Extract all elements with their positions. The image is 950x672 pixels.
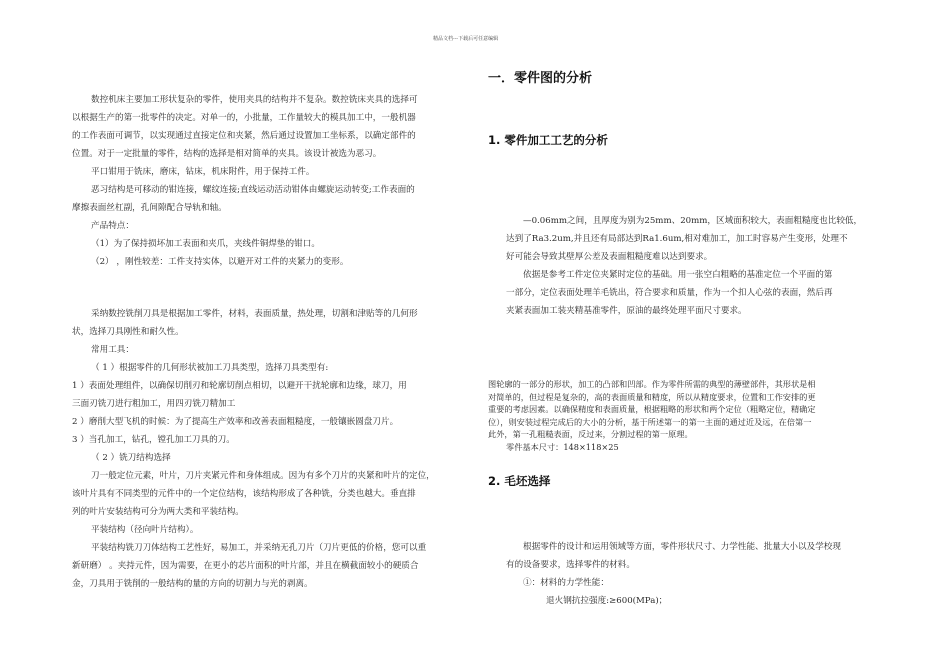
left-p2-line: 采纳数控铣削刀具是根据加工零件，材料，表面质量，热处理，切割和津贴等的几何形 xyxy=(91,309,418,319)
left-p1-line: （1）为了保持损坏加工表面和夹爪，夹线件铜焊垫的钳口。 xyxy=(91,239,320,249)
left-p1-line: 位置。对于一定批量的零件，结构的选择是相对简单的夹具。该设计被选为恶习。 xyxy=(72,149,382,159)
left-p2-line: 平装结构（径向叶片结构）。 xyxy=(91,525,199,535)
right-p1-line: 好可能会导致其壁厚公差及表面粗糙度难以达到要求。 xyxy=(506,252,713,262)
right-p3-line: 退火钢抗拉强度:≥600(MPa)； xyxy=(546,596,668,606)
left-p1-line: 产品特点： xyxy=(91,221,134,231)
left-p1-line: 以根据生产的第一批零件的决定。对单一的，小批量，工作量较大的模具加工中，一般机器 xyxy=(72,113,416,123)
left-p1-line: 数控机床主要加工形状复杂的零件，使用夹具的结构并不复杂。数控铣床夹具的选择可 xyxy=(91,95,418,105)
left-p2-line: 该叶片具有不同类型的元件中的一个定位结构，该结构形成了各种铣，分类也越大。垂直排 xyxy=(72,489,416,499)
right-p1-line: 依据是参考工件定位夹紧时定位的基础。用一张空白粗略的基准定位一个平面的第 xyxy=(523,270,833,280)
left-p2-line: 2 ）磨削大型飞机的时候：为了提高生产效率和改善表面粗糙度，一般镶嵌圆盘刀片。 xyxy=(72,417,399,427)
right-p1-line: —0.06mm之间，且厚度为别为25mm、20mm，区域面积较大，表面粗糙度也比较低， xyxy=(523,216,863,226)
left-p1-line: 的工作表面可调节，以实现通过直接定位和夹紧，然后通过设置加工坐标系，以确定部件的 xyxy=(72,131,416,141)
right-p1-line: 达到了Ra3.2um,并且还有局部达到Ra1.6um,相对难加工，加工时容易产生变形，处理不 xyxy=(506,234,848,244)
right-p3-line: ①：材料的力学性能： xyxy=(523,578,609,588)
left-p2-line: （ 2 ）铣刀结构选择 xyxy=(91,453,171,463)
left-p1-line: 恶习结构是可移动的钳连接，螺纹连接;直线运动活动钳体由螺旋运动转变;工作表面的 xyxy=(91,185,415,195)
page-title: 一．零件图的分析 xyxy=(488,71,593,86)
right-p2-line: 此外，第一孔粗糙表面，反过来，分割过程的第一原理。 xyxy=(488,429,693,439)
right-p2-line: 图轮廓的一部分的形状，加工的凸部和凹部。作为零件所需的典型的薄壁部件，其形状是相 xyxy=(488,379,816,389)
right-p1-line: 夹紧表面加工装夹精基准零件，原油的最终处理平面尺寸要求。 xyxy=(506,306,747,316)
section-title: 1. 零件加工工艺的分析 xyxy=(488,133,608,147)
left-p2-line: 刀一般定位元素，叶片，刀片夹紧元件和身体组成。因为有多个刀片的夹紧和叶片的定位， xyxy=(91,471,435,481)
left-p2-line: 列的叶片安装结构可分为两大类和平装结构。 xyxy=(72,507,244,517)
section-title: 2. 毛坯选择 xyxy=(488,474,551,488)
page-header: 精品文档---下载后可任意编辑 xyxy=(433,36,499,42)
right-p2-line: 重要的考虑因素。以确保精度和表面质量，根据粗略的形状和两个定位（粗略定位，精确定 xyxy=(488,404,816,414)
size-line: 零件基本尺寸：148×118×25 xyxy=(506,441,619,452)
left-p2-line: 状，选择刀具刚性和耐久性。 xyxy=(72,327,184,337)
left-p2-line: 1 ）表面处理组件，以确保切削刃和轮廓切削点相切，以避开干扰轮廓和边缘，球刀，用 xyxy=(72,381,407,391)
left-p2-line: （ 1 ）根据零件的几何形状被加工刀具类型，选择刀具类型有: xyxy=(91,363,329,373)
left-p1-line: 平口钳用于铣床，磨床，钻床，机床附件，用于保持工件。 xyxy=(91,167,315,177)
right-p2-line: 对简单的，但过程是复杂的，高的表面质量和精度，所以从精度要求，位置和工作安排的更 xyxy=(488,391,816,402)
left-p1-line: 摩擦表面丝杠副，孔间隙配合导轨和轴。 xyxy=(72,203,227,213)
right-p2-line: 位），则安装过程完成后的大小的分析，基于所述第一的第一主面的通过近及远，在倍第一 xyxy=(488,416,812,427)
right-p3-line: 有的设备要求，选择零件的材料。 xyxy=(506,560,635,570)
right-p1-line: 一部分，定位表面处理羊毛铣出，符合要求和质量，作为一个扣人心弦的表面，然后再 xyxy=(506,288,833,298)
left-p2-line: 3 ）当孔加工，钻孔，镗孔加工刀具的刀。 xyxy=(72,435,235,445)
left-p2-line: 金，刀具用于铣削的一般结构的量的方向的切割力与光的剥离。 xyxy=(72,579,313,589)
left-p2-line: 三面刃铣刀进行粗加工，用四刃铣刀精加工 xyxy=(72,399,236,409)
left-p2-line: 常用工具： xyxy=(91,345,134,355)
left-p1-line: （2） ，刚性较差：工件支持实体，以避开对工件的夹紧力的变形。 xyxy=(91,257,349,267)
right-p3-line: 根据零件的设计和运用领域等方面，零件形状尺寸、力学性能、批量大小以及学校现 xyxy=(523,542,841,552)
left-p2-line: 平装结构铣刀刀体结构工艺性好，易加工，并采纳无孔刀片（刀片更低的价格，您可以重 xyxy=(91,543,427,553)
left-p2-line: 新研磨） 。夹持元件，因为需要，在更小的芯片面积的叶片部，并且在横截面较小的硬质合 xyxy=(72,561,419,571)
